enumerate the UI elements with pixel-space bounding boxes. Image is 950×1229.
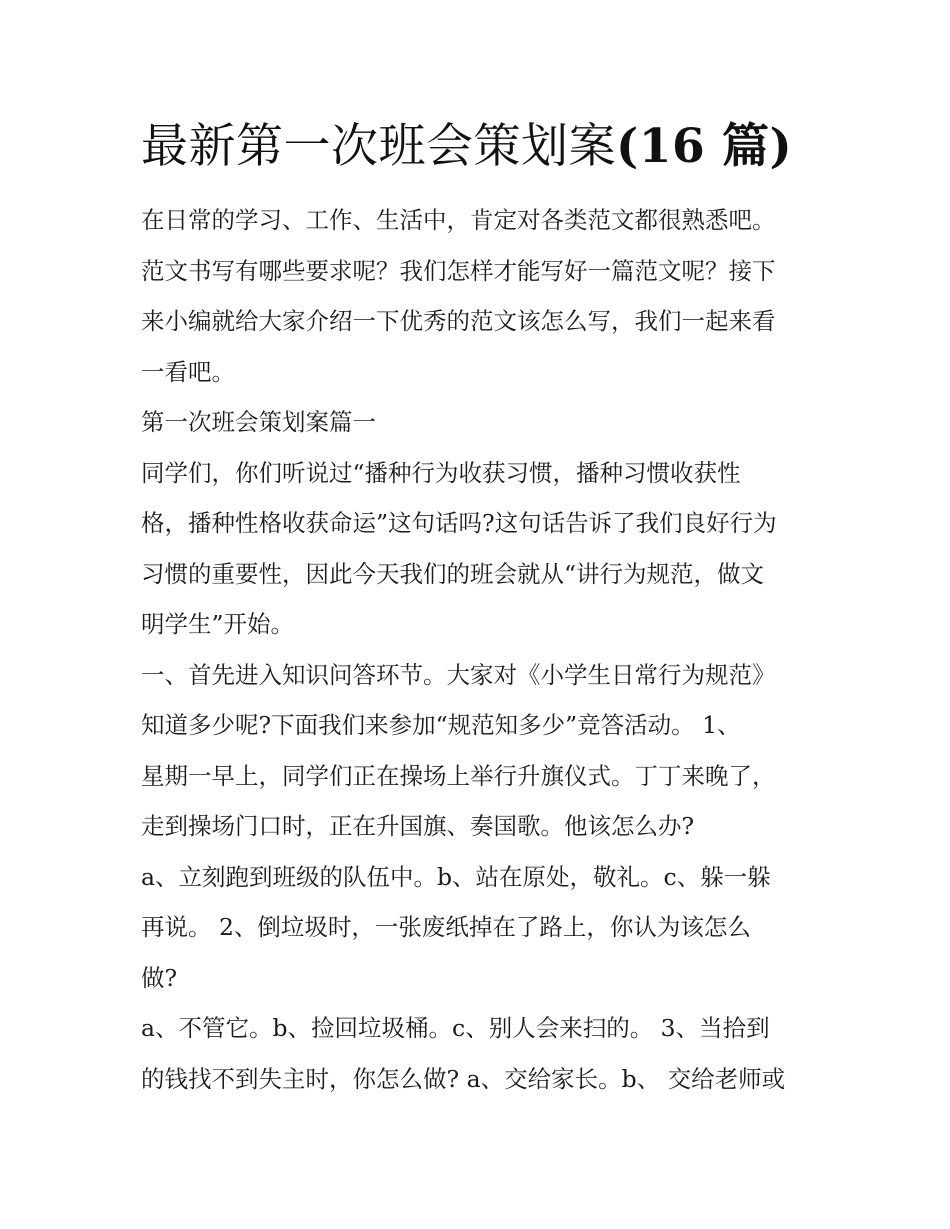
text-line: 做?: [141, 963, 178, 992]
text-line: 一看吧。: [141, 357, 235, 386]
text-line: 来小编就给大家介绍一下优秀的范文该怎么写，我们一起来看: [141, 307, 776, 335]
text-line: 格，播种性格收获命运”这句话吗?这句话告诉了我们良好行为: [141, 509, 777, 537]
text-line: 范文书写有哪些要求呢？我们怎样才能写好一篇范文呢？接下: [141, 256, 776, 285]
text-line: 走到操场门口时，正在升国旗、奏国歌。他该怎么办?: [141, 812, 695, 840]
text-line: 再说。 2、倒垃圾时，一张废纸掉在了路上，你认为该怎么: [141, 913, 751, 941]
text-line: 知道多少呢?下面我们来参加“规范知多少”竞答活动。 1、: [141, 711, 741, 739]
text-line: 在日常的学习、工作、生活中，肯定对各类范文都很熟悉吧。: [141, 206, 776, 234]
text-line: 明学生”开始。: [141, 610, 295, 638]
text-line: 习惯的重要性，因此今天我们的班会就从“讲行为规范，做文: [141, 559, 765, 588]
text-line: a、不管它。b、捡回垃圾桶。c、别人会来扫的。 3、当拾到: [141, 1014, 770, 1042]
title-main: 最新第一次班会策划案: [141, 119, 616, 174]
text-line: 星期一早上，同学们正在操场上举行升旗仪式。丁丁来晚了，: [141, 761, 776, 790]
document-page: [141, 115, 821, 1104]
text-line: a、立刻跑到班级的队伍中。b、站在原处，敬礼。c、躲一躲: [141, 862, 771, 891]
document-title: [141, 115, 821, 179]
text-line: 一、首先进入知识问答环节。大家对《小学生日常行为规范》: [141, 660, 776, 689]
text-line: 的钱找不到失主时，你怎么做? a、交给家长。b、 交给老师或: [141, 1064, 786, 1093]
section-heading: 第一次班会策划案篇一: [141, 408, 376, 436]
title-count: (16 篇): [616, 119, 793, 174]
text-line: 同学们，你们听说过“播种行为收获习惯，播种习惯收获性: [141, 458, 741, 487]
document-body: [141, 195, 821, 1104]
